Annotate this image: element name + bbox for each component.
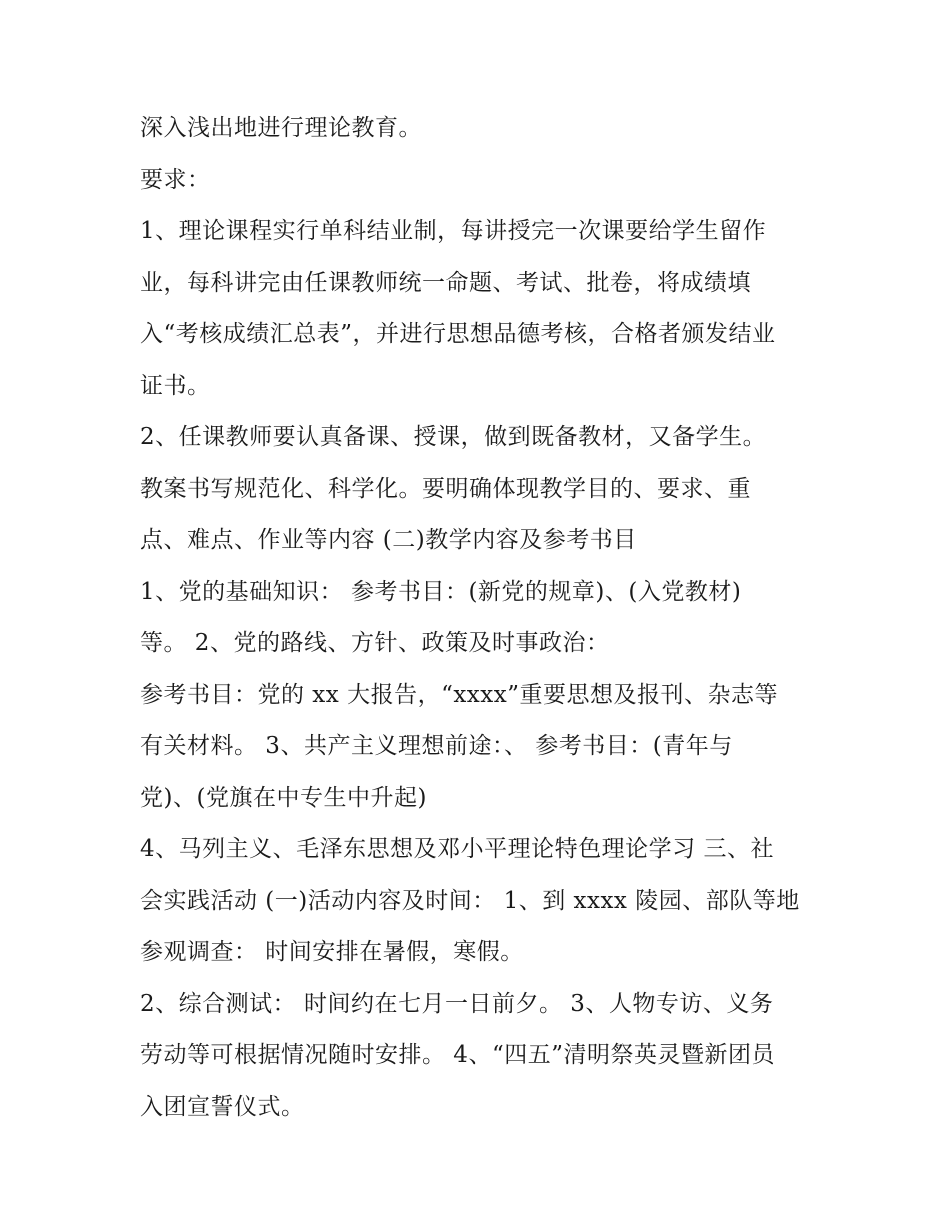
- text-line: 会实践活动 (一)活动内容及时间： 1、到 xxxx 陵园、部队等地: [140, 887, 800, 914]
- text-line: 入团宣誓仪式。: [140, 1093, 305, 1120]
- text-line: 2、综合测试： 时间约在七月一日前夕。 3、人物专访、义务: [140, 990, 774, 1017]
- text-line: 4、马列主义、毛泽东思想及邓小平理论特色理论学习 三、社: [140, 836, 774, 862]
- text-line: 教案书写规范化、科学化。要明确体现教学目的、要求、重: [140, 475, 751, 502]
- text-line: 点、难点、作业等内容 (二)教学内容及参考书目: [140, 527, 637, 553]
- text-line: 证书。: [140, 372, 211, 399]
- text-line: 业，每科讲完由任课教师统一命题、考试、批卷，将成绩填: [140, 269, 751, 296]
- text-line: 1、党的基础知识： 参考书目：(新党的规章)、(入党教材): [140, 578, 742, 605]
- document-body: [140, 108, 820, 1138]
- text-line: 2、任课教师要认真备课、授课，做到既备教材，又备学生。: [140, 424, 767, 450]
- text-line: 等。 2、党的路线、方针、政策及时事政治：: [140, 630, 610, 656]
- text-line: 有关材料。 3、共产主义理想前途：、 参考书目：(青年与: [140, 733, 733, 759]
- text-line: 1、理论课程实行单科结业制，每讲授完一次课要给学生留作: [140, 218, 767, 244]
- text-line: 要求：: [140, 166, 211, 193]
- text-line: 劳动等可根据情况随时安排。 4、“四五”清明祭英灵暨新团员: [140, 1042, 775, 1068]
- text-line: 参考书目：党的 xx 大报告，“xxxx”重要思想及报刊、杂志等: [140, 681, 778, 708]
- text-line: 入“考核成绩汇总表”，并进行思想品德考核，合格者颁发结业: [140, 321, 776, 347]
- text-line: 参观调查： 时间安排在暑假，寒假。: [140, 939, 524, 965]
- text-line: 党)、(党旗在中专生中升起): [140, 784, 427, 811]
- text-line: 深入浅出地进行理论教育。: [140, 115, 422, 141]
